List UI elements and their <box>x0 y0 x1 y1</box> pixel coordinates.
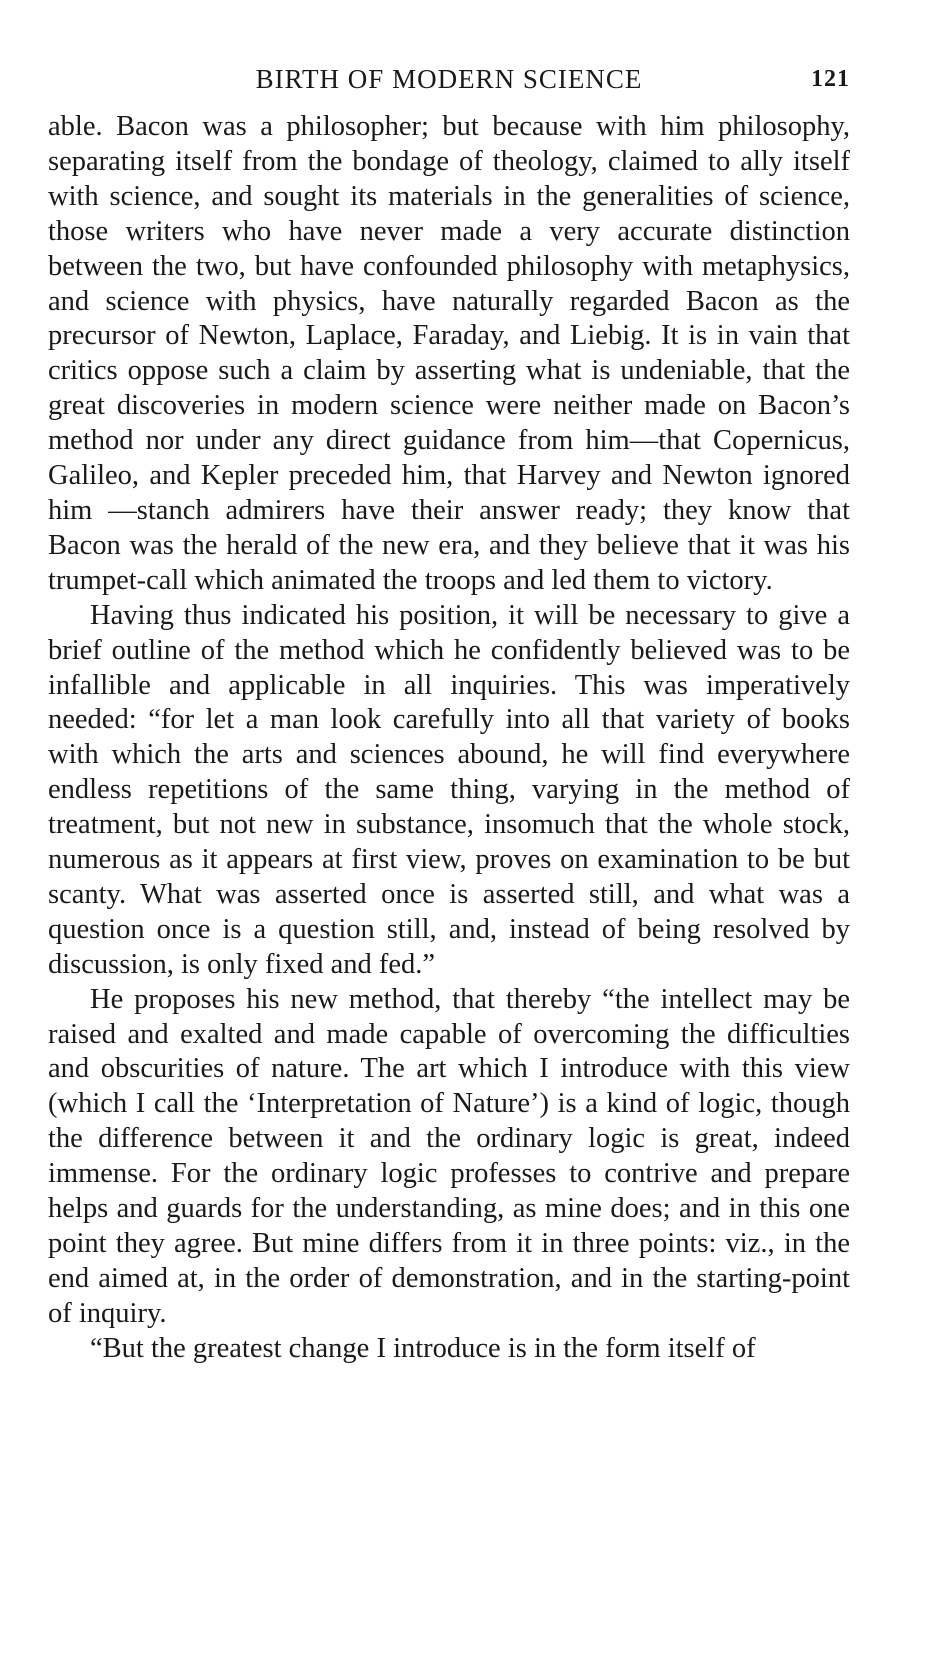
running-head <box>48 64 850 110</box>
page-number: 121 <box>811 66 850 92</box>
paragraph-new-method: He proposes his new method, that thereby “the intellect may be raised and exalted and made capable of overcoming the difficulties and obscurities of nature. The art which I introduce with this view (which I call the ‘Interpretation of Nature’) is a kind of logic, though the difference between it and the ordinary logic is great, indeed immense. For the ordinary logic professes to contrive and prepare helps and guards for the understanding, as mine does; and in this one point they agree. But mine differs from it in three points: viz., in the end aimed at, in the order of demonstration, and in the starting-point of inquiry. <box>48 983 850 1329</box>
running-title: BIRTH OF MODERN SCIENCE <box>255 64 643 94</box>
paragraph-continuation: able. Bacon was a philosopher; but because with him philosophy, separating itself from the bondage of theology, claimed to ally itself with science, and sought its materials in the generalities of science, those writers who have never made a very accurate distinction between the two, but have confounded philosophy with metaphysics, and science with physics, have naturally regarded Bacon as the precursor of Newton, Laplace, Faraday, and Liebig. It is in vain that critics oppose such a claim by asserting what is undeniable, that the great discoveries in modern science were neither made on Bacon’s method nor under any direct guidance from him—that Copernicus, Galileo, and Kepler preceded him, that Harvey and Newton ignored him —stanch admirers have their answer ready; they know that Bacon was the herald of the new era, and they believe that it was his trumpet-call which animated the troops and led them to victory. <box>48 111 850 596</box>
paragraph-method-outline: Having thus indicated his position, it will be necessary to give a brief outline of the method which he confidently believed was to be infallible and applicable in all inquiries. This was imperatively needed: “for let a man look carefully into all that variety of books with which the arts and sciences abound, he will find everywhere endless repetitions of the same thing, varying in the method of treatment, but not new in substance, insomuch that the whole stock, numerous as it appears at first view, proves on examination to be but scanty. What was asserted once is asserted still, and what was a question once is a question still, and, instead of being resolved by discussion, is only fixed and fed.” <box>48 599 850 980</box>
book-page <box>48 64 850 1367</box>
paragraph-greatest-change: “But the greatest change I introduce is in the form itself of <box>90 1332 756 1364</box>
body-text <box>48 110 850 1367</box>
